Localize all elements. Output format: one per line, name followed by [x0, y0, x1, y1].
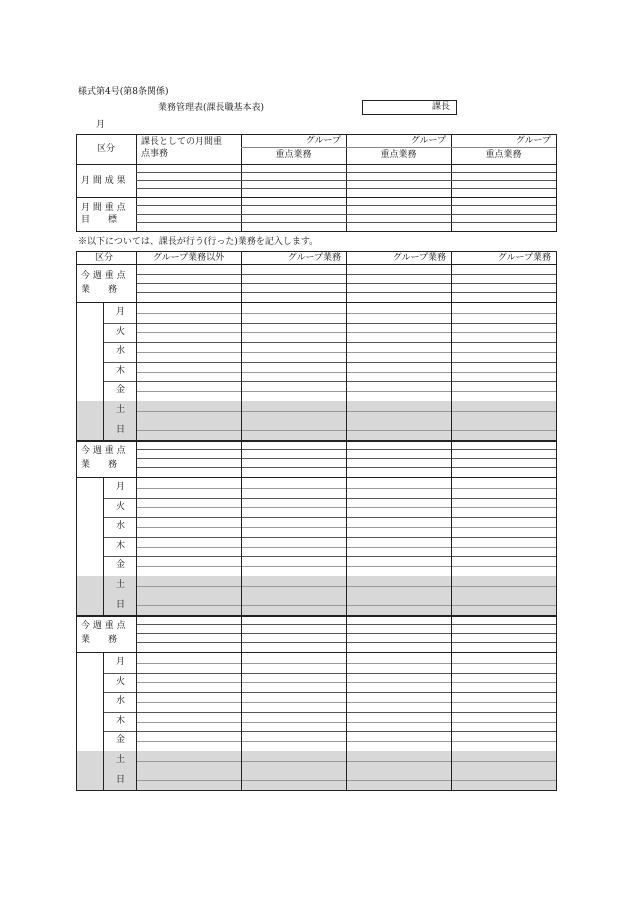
page-title: 業務管理表(課長職基本表) — [158, 103, 265, 113]
group-header-1: グループ — [305, 136, 341, 146]
row-divider — [77, 615, 556, 617]
group-header-2: グループ — [410, 136, 446, 146]
weekly-focus-label-1: 今 週 重 点 — [81, 271, 126, 281]
weekly-division-header: 区分 — [95, 253, 114, 263]
group-focus-2: 重点業務 — [380, 150, 417, 160]
day-label: 金 — [116, 735, 126, 746]
row-divider — [103, 342, 556, 343]
day-column-line — [103, 478, 104, 615]
day-label: 水 — [116, 521, 126, 532]
day-label: 金 — [116, 560, 126, 571]
position-label: 課長 — [431, 102, 450, 112]
day-label: 月 — [116, 482, 126, 492]
day-label: 土 — [116, 755, 126, 765]
row-divider — [103, 362, 556, 363]
group-header-3: グループ — [515, 136, 551, 146]
row-divider — [77, 477, 556, 478]
group-work-header-2: グループ業務 — [392, 253, 446, 263]
month-label: 月 — [96, 120, 106, 130]
day-label: 日 — [116, 424, 126, 435]
day-label: 火 — [116, 676, 126, 687]
day-label: 土 — [116, 580, 126, 590]
row-divider — [77, 302, 556, 303]
weekly-focus-label-2: 業 務 — [81, 460, 118, 470]
manager-focus-header-1: 課長としての月間重 — [141, 137, 223, 147]
non-group-header: グループ業務以外 — [152, 253, 225, 263]
group-work-header-1: グループ業務 — [287, 253, 341, 263]
group-focus-3: 重点業務 — [485, 150, 522, 160]
row-divider — [103, 323, 556, 324]
row-divider — [103, 712, 556, 713]
position-box[interactable] — [362, 100, 457, 115]
monthly-table — [76, 134, 557, 232]
row-divider — [103, 498, 556, 499]
row-divider — [77, 652, 556, 653]
weekly-focus-label-2: 業 務 — [81, 635, 118, 645]
row-divider — [77, 790, 556, 791]
day-label: 月 — [116, 307, 126, 317]
monthly-division-header: 区分 — [97, 144, 116, 154]
row-divider — [103, 692, 556, 693]
day-label: 土 — [116, 405, 126, 415]
day-label: 金 — [116, 385, 126, 396]
monthly-focus-label-1: 月 間 重 点 — [81, 203, 126, 213]
row-divider — [103, 537, 556, 538]
row-divider — [77, 440, 556, 442]
day-label: 木 — [116, 715, 126, 726]
weekly-focus-label-2: 業 務 — [81, 285, 118, 295]
group-focus-1: 重点業務 — [275, 150, 312, 160]
day-column-line — [103, 303, 104, 440]
monthly-results-label: 月 間 成 果 — [81, 176, 126, 186]
day-label: 木 — [116, 365, 126, 376]
manager-focus-header-2: 点事務 — [141, 149, 169, 159]
monthly-focus-label-2: 目 標 — [81, 215, 118, 225]
group-work-header-3: グループ業務 — [497, 253, 551, 263]
day-label: 水 — [116, 346, 126, 357]
weekly-focus-label-1: 今 週 重 点 — [81, 446, 126, 456]
form-number: 様式第4号(第8条関係) — [78, 87, 169, 97]
row-divider — [103, 731, 556, 732]
weekly-table — [76, 251, 557, 791]
weekly-focus-label-1: 今 週 重 点 — [81, 621, 126, 631]
row-divider — [103, 556, 556, 557]
day-label: 木 — [116, 540, 126, 551]
day-column-line — [103, 653, 104, 790]
day-label: 火 — [116, 326, 126, 337]
day-label: 水 — [116, 696, 126, 707]
day-label: 月 — [116, 657, 126, 667]
row-divider — [103, 673, 556, 674]
row-divider — [103, 517, 556, 518]
day-label: 火 — [116, 501, 126, 512]
day-label: 日 — [116, 599, 126, 610]
note-text: ※以下については、課長が行う(行った)業務を記入します。 — [78, 237, 319, 247]
row-divider — [103, 381, 556, 382]
day-label: 日 — [116, 774, 126, 785]
